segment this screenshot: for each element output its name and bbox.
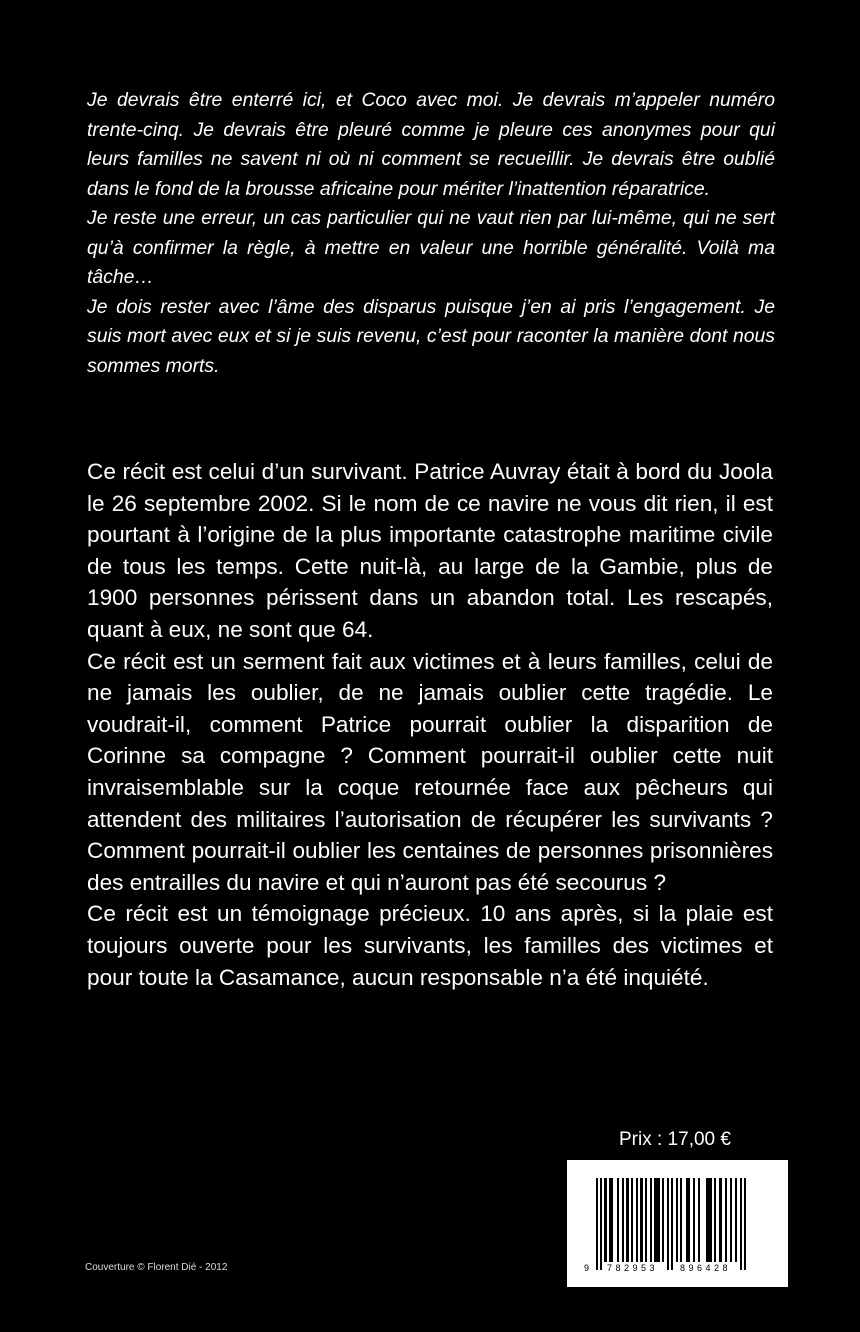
excerpt-paragraph: Je reste une erreur, un cas particulier qui ne vaut rien par lui-même, qui ne sert qu’à confirmer la règle, à mettre en valeur une horrible généralité. Voilà ma tâche… — [87, 207, 775, 288]
barcode-right-digits: 8 9 6 4 2 8 — [680, 1263, 729, 1273]
barcode-left-digits: 7 8 2 9 5 3 — [607, 1263, 656, 1273]
summary-paragraph: Ce récit est un témoignage précieux. 10 ans après, si la plaie est toujours ouverte pour les survivants, les familles des victimes et pour toute la Casamance, aucun responsable n’a été inquiété. — [87, 901, 773, 990]
back-cover-summary — [87, 456, 773, 993]
barcode-icon — [567, 1160, 788, 1287]
summary-paragraph: Ce récit est celui d’un survivant. Patrice Auvray était à bord du Joola le 26 septembre 2002. Si le nom de ce navire ne vous dit rien, il est pourtant à l’origine de la plus importante catastrophe maritime civile de tous les temps. Cette nuit-là, au large de la Gambie, plus de 1900 personnes périssent dans un abandon total. Les rescapés, quant à eux, ne sont que 64. — [87, 459, 773, 642]
isbn-barcode — [567, 1160, 788, 1287]
barcode-first-digit: 9 — [584, 1263, 590, 1273]
price-label: Prix : 17,00 € — [619, 1129, 731, 1150]
excerpt-paragraph: Je dois rester avec l’âme des disparus puisque j’en ai pris l’engagement. Je suis mort avec eux et si je suis revenu, c’est pour raconter la manière dont nous sommes morts. — [87, 295, 775, 377]
summary-paragraph: Ce récit est un serment fait aux victimes et à leurs familles, celui de ne jamais les oublier, de ne jamais oublier cette tragédie. Le voudrait-il, comment Patrice pourrait oublier la disparition de Corinne sa compagne ? Comment pourrait-il oublier cette nuit invraisemblable sur la coque retournée face aux pêcheurs qui attendent des militaires l’autorisation de récupérer les survivants ? Comment pourrait-il oublier les centaines de personnes prisonnières des entrailles du navire et qui n’auront pas été secourus ? — [87, 648, 773, 895]
excerpt-paragraph: Je devrais être enterré ici, et Coco avec moi. Je devrais m’appeler numéro trente-cinq. Je devrais être pleuré comme je pleure ces anonymes pour qui leurs familles ne savent ni où ni comment se recueillir. Je devrais être oublié dans le fond de la brousse africaine pour mériter l’inattention réparatrice. — [87, 89, 775, 200]
cover-credit: Couverture © Florent Dié - 2012 — [85, 1262, 228, 1273]
back-cover-excerpt — [87, 86, 775, 381]
